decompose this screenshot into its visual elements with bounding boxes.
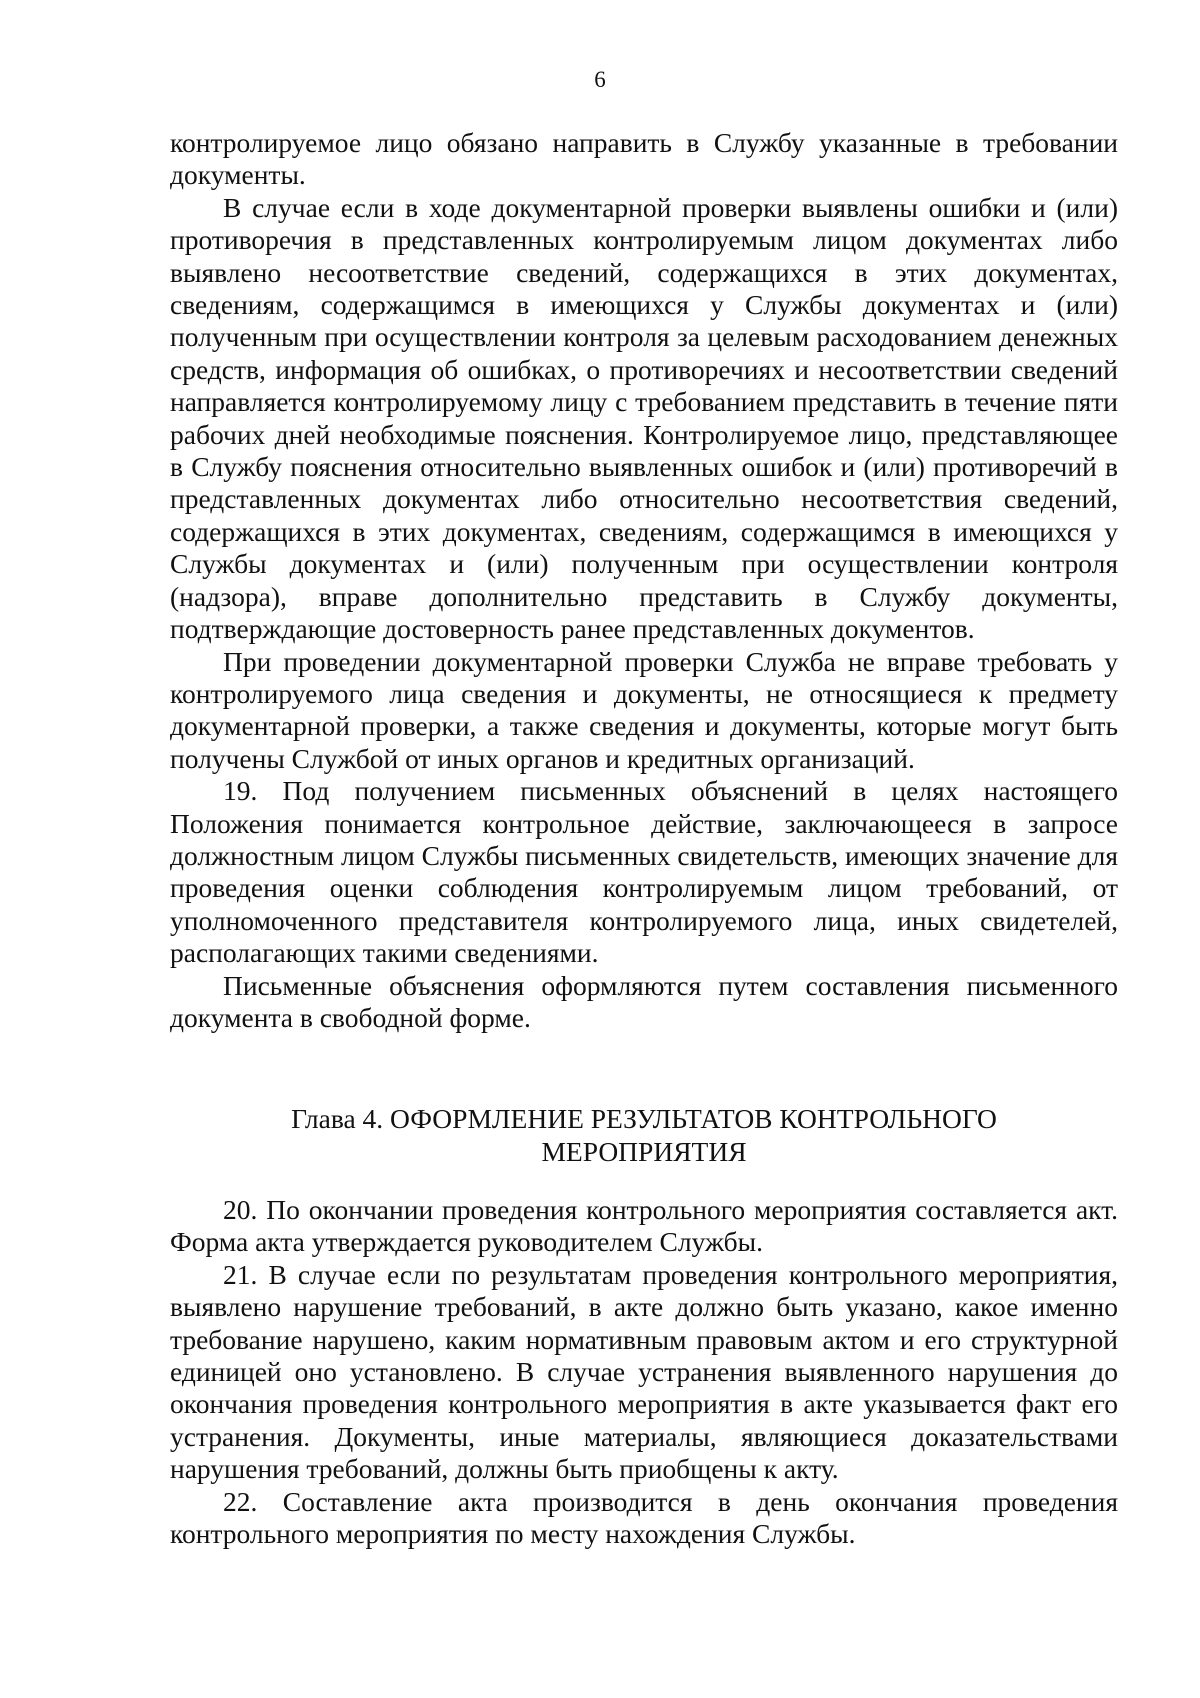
paragraph-written-explanations: Письменные объяснения оформляются путем составления письменного документа в свободной форме. [170,969,1118,1033]
chapter-body-section [170,1194,1118,1550]
paragraph-item-20: 20. По окончании проведения контрольного мероприятия составляется акт. Форма акта утверждается руководителем Службы. [170,1194,1118,1258]
paragraph-restrictions: При проведении документарной проверки Служба не вправе требовать у контролируемого лица сведения и документы, не относящиеся к предмету документарной проверки, а также сведения и документы, которые могут быть получены Службой от иных органов и кредитных организаций. [170,645,1118,774]
chapter-heading [170,1102,1118,1168]
paragraph-errors: В случае если в ходе документарной проверки выявлены ошибки и (или) противоречия в представленных контролируемым лицом документах либо выявлено несоответствие сведений, содержащихся в этих документах, сведениям, содержащимся в имеющихся у Службы документах и (или) полученным при осуществлении контроля за целевым расходованием денежных средств, информация об ошибках, о противоречиях и несоответствии сведений направляется контролируемому лицу с требованием представить в течение пяти рабочих дней необходимые пояснения. Контролируемое лицо, представляющее в Службу пояснения относительно выявленных ошибок и (или) противоречий в представленных документах либо относительно несоответствия сведений, содержащихся в этих документах, сведениям, содержащимся в имеющихся у Службы документах и (или) полученным при осуществлении контроля (надзора), вправе дополнительно представить в Службу документы, подтверждающие достоверность ранее представленных документов. [170,191,1118,645]
paragraph-continuation: контролируемое лицо обязано направить в Службу указанные в требовании документы. [170,127,1118,191]
page-number: 6 [594,67,606,92]
chapter-heading-line-1: Глава 4. ОФОРМЛЕНИЕ РЕЗУЛЬТАТОВ КОНТРОЛЬНОГО [291,1103,997,1134]
paragraph-item-19: 19. Под получением письменных объяснений в целях настоящего Положения понимается контрольное действие, заключающееся в запросе должностным лицом Службы письменных свидетельств, имеющих значение для проведения оценки соблюдения контролируемым лицом требований, от уполномоченного представителя контролируемого лица, иных свидетелей, располагающих такими сведениями. [170,775,1118,969]
chapter-heading-line-2: МЕРОПРИЯТИЯ [541,1136,747,1167]
body-text-section [170,127,1118,1034]
paragraph-item-21: 21. В случае если по результатам проведения контрольного мероприятия, выявлено нарушение требований, в акте должно быть указано, какое именно требование нарушено, каким нормативным правовым актом и его структурной единицей оно установлено. В случае устранения выявленного нарушения до окончания проведения контрольного мероприятия в акте указывается факт его устранения. Документы, иные материалы, являющиеся доказательствами нарушения требований, должны быть приобщены к акту. [170,1258,1118,1485]
paragraph-item-22: 22. Составление акта производится в день окончания проведения контрольного мероприятия по месту нахождения Службы. [170,1485,1118,1550]
